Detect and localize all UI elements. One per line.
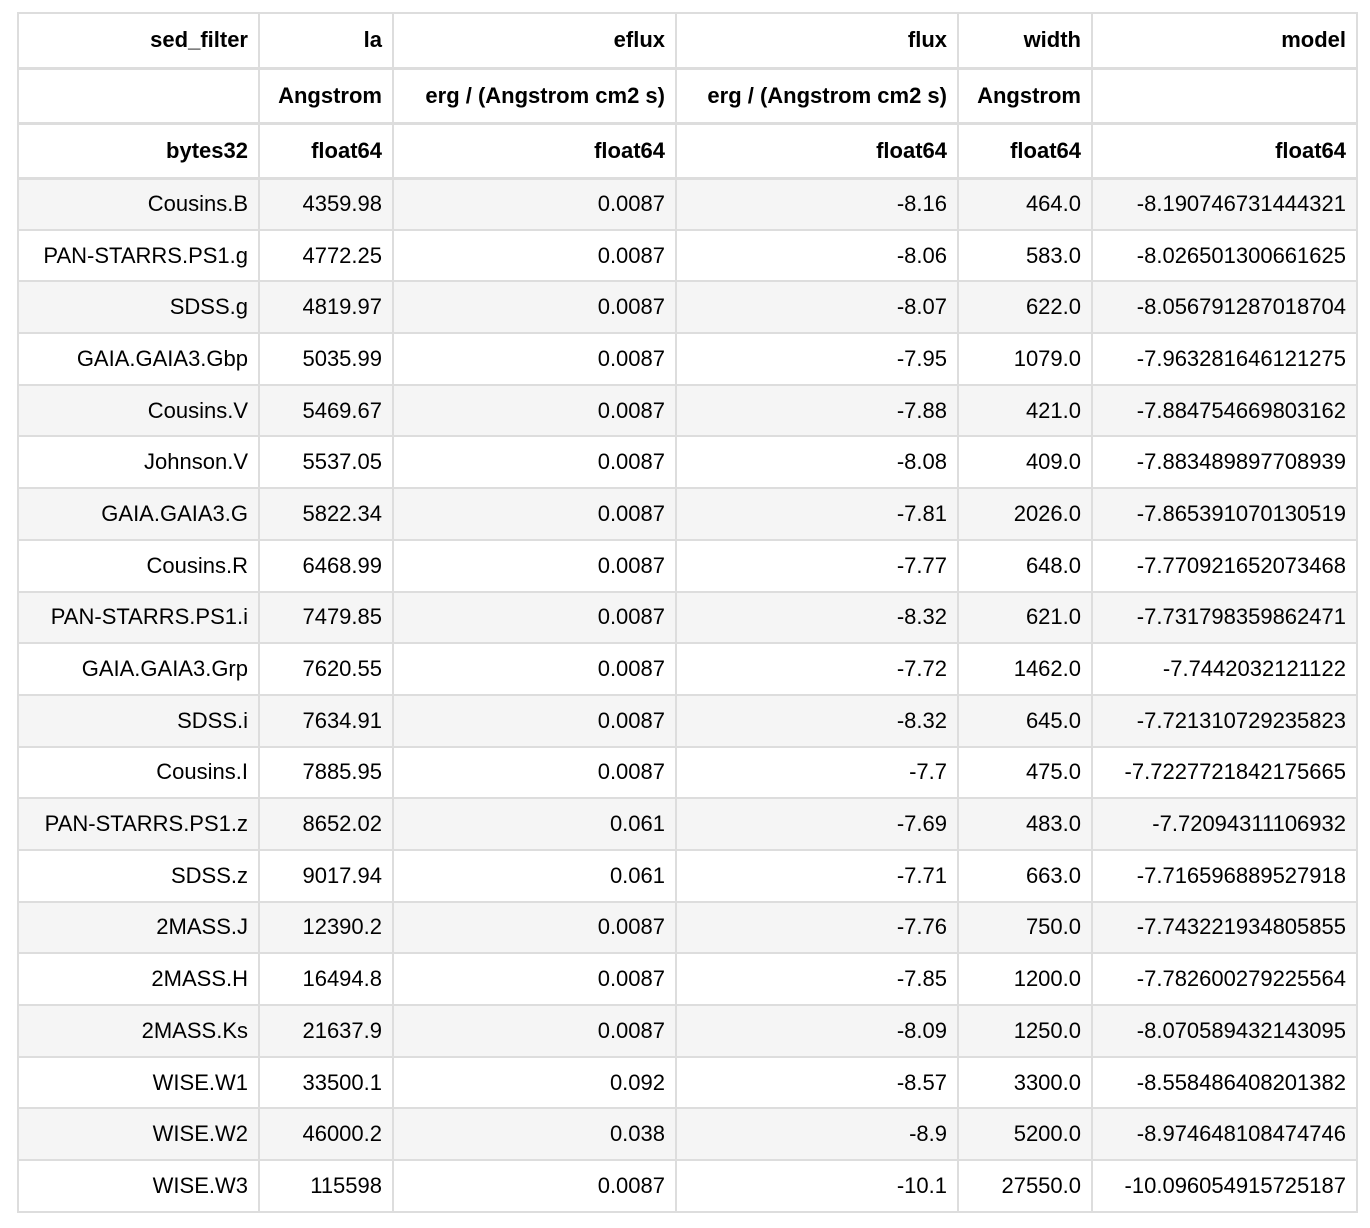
- cell-eflux: 0.038: [393, 1108, 676, 1160]
- cell-model: -7.963281646121275: [1092, 333, 1357, 385]
- cell-flux: -7.85: [676, 953, 958, 1005]
- table-row: [18, 540, 1357, 592]
- table-row: [18, 798, 1357, 850]
- cell-eflux: 0.0087: [393, 385, 676, 437]
- cell-sed-filter: GAIA.GAIA3.Gbp: [18, 333, 259, 385]
- cell-eflux: 0.0087: [393, 902, 676, 954]
- column-header-sed-filter: sed_filter: [18, 13, 259, 68]
- cell-sed-filter: 2MASS.H: [18, 953, 259, 1005]
- cell-la: 9017.94: [259, 850, 393, 902]
- cell-flux: -8.16: [676, 178, 958, 230]
- cell-width: 622.0: [958, 281, 1092, 333]
- cell-la: 7634.91: [259, 695, 393, 747]
- cell-width: 1462.0: [958, 643, 1092, 695]
- cell-la: 5822.34: [259, 488, 393, 540]
- cell-sed-filter: WISE.W1: [18, 1057, 259, 1109]
- column-names-row: [18, 13, 1357, 68]
- cell-model: -8.190746731444321: [1092, 178, 1357, 230]
- table-row: [18, 488, 1357, 540]
- cell-width: 3300.0: [958, 1057, 1092, 1109]
- cell-model: -7.883489897708939: [1092, 436, 1357, 488]
- cell-width: 663.0: [958, 850, 1092, 902]
- cell-width: 409.0: [958, 436, 1092, 488]
- cell-la: 46000.2: [259, 1108, 393, 1160]
- cell-flux: -7.72: [676, 643, 958, 695]
- cell-model: -8.026501300661625: [1092, 230, 1357, 282]
- cell-flux: -7.81: [676, 488, 958, 540]
- cell-la: 5537.05: [259, 436, 393, 488]
- sed-table: [17, 12, 1358, 1213]
- cell-eflux: 0.0087: [393, 488, 676, 540]
- cell-sed-filter: SDSS.i: [18, 695, 259, 747]
- cell-eflux: 0.0087: [393, 436, 676, 488]
- cell-flux: -7.7: [676, 747, 958, 799]
- cell-flux: -7.77: [676, 540, 958, 592]
- cell-la: 115598: [259, 1160, 393, 1212]
- cell-eflux: 0.0087: [393, 953, 676, 1005]
- table-row: [18, 1057, 1357, 1109]
- column-unit-width: Angstrom: [958, 68, 1092, 123]
- cell-sed-filter: Cousins.R: [18, 540, 259, 592]
- cell-eflux: 0.0087: [393, 747, 676, 799]
- table-row: [18, 902, 1357, 954]
- cell-model: -7.731798359862471: [1092, 592, 1357, 644]
- column-unit-la: Angstrom: [259, 68, 393, 123]
- column-unit-flux: erg / (Angstrom cm2 s): [676, 68, 958, 123]
- table-row: [18, 643, 1357, 695]
- table-row: [18, 695, 1357, 747]
- cell-width: 1250.0: [958, 1005, 1092, 1057]
- table-row: [18, 230, 1357, 282]
- cell-eflux: 0.0087: [393, 540, 676, 592]
- cell-flux: -7.95: [676, 333, 958, 385]
- cell-la: 16494.8: [259, 953, 393, 1005]
- cell-model: -7.865391070130519: [1092, 488, 1357, 540]
- cell-model: -7.7442032121122: [1092, 643, 1357, 695]
- cell-flux: -8.32: [676, 695, 958, 747]
- cell-model: -7.770921652073468: [1092, 540, 1357, 592]
- column-dtype-flux: float64: [676, 123, 958, 178]
- cell-la: 21637.9: [259, 1005, 393, 1057]
- column-unit-model: [1092, 68, 1357, 123]
- cell-model: -7.782600279225564: [1092, 953, 1357, 1005]
- cell-flux: -8.08: [676, 436, 958, 488]
- cell-la: 4819.97: [259, 281, 393, 333]
- cell-model: -8.558486408201382: [1092, 1057, 1357, 1109]
- cell-la: 5469.67: [259, 385, 393, 437]
- cell-model: -7.7227721842175665: [1092, 747, 1357, 799]
- cell-la: 7620.55: [259, 643, 393, 695]
- table-row: [18, 850, 1357, 902]
- table-row: [18, 1160, 1357, 1212]
- table-body: [18, 178, 1357, 1212]
- cell-la: 7885.95: [259, 747, 393, 799]
- cell-width: 5200.0: [958, 1108, 1092, 1160]
- column-header-flux: flux: [676, 13, 958, 68]
- cell-sed-filter: WISE.W2: [18, 1108, 259, 1160]
- cell-model: -10.096054915725187: [1092, 1160, 1357, 1212]
- cell-model: -8.056791287018704: [1092, 281, 1357, 333]
- cell-eflux: 0.061: [393, 798, 676, 850]
- column-dtype-width: float64: [958, 123, 1092, 178]
- cell-flux: -7.69: [676, 798, 958, 850]
- cell-sed-filter: PAN-STARRS.PS1.z: [18, 798, 259, 850]
- table-row: [18, 592, 1357, 644]
- cell-width: 1079.0: [958, 333, 1092, 385]
- cell-model: -7.72094311106932: [1092, 798, 1357, 850]
- cell-flux: -8.07: [676, 281, 958, 333]
- table-row: [18, 333, 1357, 385]
- cell-la: 4359.98: [259, 178, 393, 230]
- table-row: [18, 178, 1357, 230]
- cell-sed-filter: SDSS.g: [18, 281, 259, 333]
- cell-eflux: 0.0087: [393, 1005, 676, 1057]
- cell-model: -7.716596889527918: [1092, 850, 1357, 902]
- table-row: [18, 1108, 1357, 1160]
- cell-sed-filter: Cousins.V: [18, 385, 259, 437]
- cell-width: 421.0: [958, 385, 1092, 437]
- column-header-width: width: [958, 13, 1092, 68]
- column-dtype-model: float64: [1092, 123, 1357, 178]
- column-dtypes-row: [18, 123, 1357, 178]
- cell-eflux: 0.0087: [393, 281, 676, 333]
- table-row: [18, 436, 1357, 488]
- cell-flux: -8.32: [676, 592, 958, 644]
- table-row: [18, 1005, 1357, 1057]
- column-dtype-sed-filter: bytes32: [18, 123, 259, 178]
- cell-width: 648.0: [958, 540, 1092, 592]
- cell-sed-filter: GAIA.GAIA3.G: [18, 488, 259, 540]
- table-row: [18, 385, 1357, 437]
- cell-sed-filter: PAN-STARRS.PS1.i: [18, 592, 259, 644]
- cell-flux: -8.09: [676, 1005, 958, 1057]
- cell-la: 12390.2: [259, 902, 393, 954]
- cell-model: -7.884754669803162: [1092, 385, 1357, 437]
- cell-sed-filter: SDSS.z: [18, 850, 259, 902]
- cell-sed-filter: Cousins.I: [18, 747, 259, 799]
- table-row: [18, 953, 1357, 1005]
- cell-flux: -8.9: [676, 1108, 958, 1160]
- cell-width: 475.0: [958, 747, 1092, 799]
- cell-eflux: 0.0087: [393, 592, 676, 644]
- cell-sed-filter: GAIA.GAIA3.Grp: [18, 643, 259, 695]
- cell-flux: -7.88: [676, 385, 958, 437]
- column-unit-sed-filter: [18, 68, 259, 123]
- column-header-la: la: [259, 13, 393, 68]
- column-units-row: [18, 68, 1357, 123]
- column-header-model: model: [1092, 13, 1357, 68]
- cell-la: 33500.1: [259, 1057, 393, 1109]
- cell-width: 483.0: [958, 798, 1092, 850]
- cell-la: 5035.99: [259, 333, 393, 385]
- cell-width: 621.0: [958, 592, 1092, 644]
- cell-eflux: 0.0087: [393, 230, 676, 282]
- cell-eflux: 0.061: [393, 850, 676, 902]
- cell-width: 2026.0: [958, 488, 1092, 540]
- cell-sed-filter: PAN-STARRS.PS1.g: [18, 230, 259, 282]
- cell-flux: -8.57: [676, 1057, 958, 1109]
- cell-eflux: 0.0087: [393, 333, 676, 385]
- cell-eflux: 0.0087: [393, 695, 676, 747]
- cell-flux: -10.1: [676, 1160, 958, 1212]
- table-row: [18, 281, 1357, 333]
- cell-la: 8652.02: [259, 798, 393, 850]
- column-dtype-la: float64: [259, 123, 393, 178]
- cell-la: 6468.99: [259, 540, 393, 592]
- cell-sed-filter: Cousins.B: [18, 178, 259, 230]
- cell-width: 27550.0: [958, 1160, 1092, 1212]
- table-header: [18, 13, 1357, 178]
- cell-sed-filter: 2MASS.J: [18, 902, 259, 954]
- cell-flux: -7.76: [676, 902, 958, 954]
- cell-la: 4772.25: [259, 230, 393, 282]
- column-dtype-eflux: float64: [393, 123, 676, 178]
- cell-eflux: 0.0087: [393, 1160, 676, 1212]
- cell-la: 7479.85: [259, 592, 393, 644]
- cell-eflux: 0.0087: [393, 643, 676, 695]
- cell-sed-filter: 2MASS.Ks: [18, 1005, 259, 1057]
- cell-model: -8.070589432143095: [1092, 1005, 1357, 1057]
- cell-model: -7.721310729235823: [1092, 695, 1357, 747]
- cell-flux: -8.06: [676, 230, 958, 282]
- cell-width: 1200.0: [958, 953, 1092, 1005]
- cell-sed-filter: WISE.W3: [18, 1160, 259, 1212]
- cell-width: 750.0: [958, 902, 1092, 954]
- cell-model: -7.743221934805855: [1092, 902, 1357, 954]
- table-row: [18, 747, 1357, 799]
- cell-sed-filter: Johnson.V: [18, 436, 259, 488]
- column-unit-eflux: erg / (Angstrom cm2 s): [393, 68, 676, 123]
- cell-width: 464.0: [958, 178, 1092, 230]
- cell-model: -8.974648108474746: [1092, 1108, 1357, 1160]
- cell-eflux: 0.0087: [393, 178, 676, 230]
- column-header-eflux: eflux: [393, 13, 676, 68]
- cell-width: 583.0: [958, 230, 1092, 282]
- cell-width: 645.0: [958, 695, 1092, 747]
- cell-eflux: 0.092: [393, 1057, 676, 1109]
- astropy-table-container: [17, 12, 1358, 1213]
- cell-flux: -7.71: [676, 850, 958, 902]
